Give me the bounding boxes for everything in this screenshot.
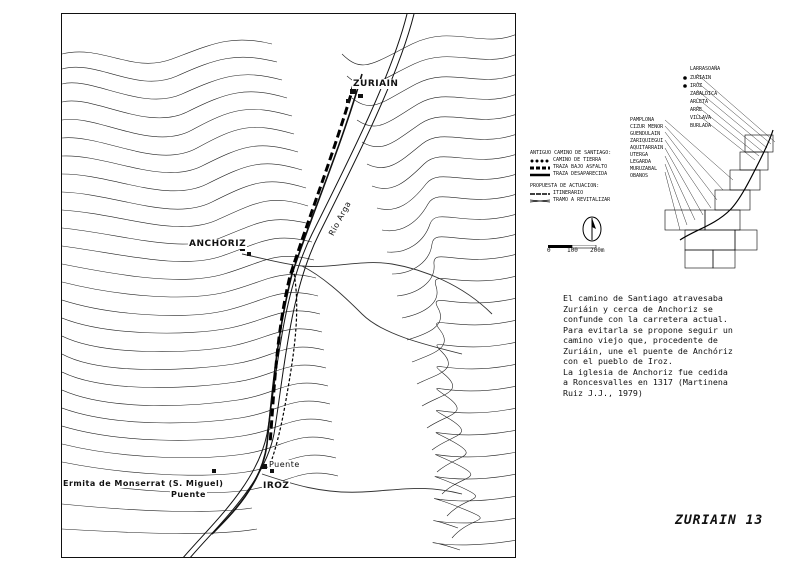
index-label: BURLADA bbox=[690, 123, 712, 129]
index-label: OBANOS bbox=[630, 173, 649, 179]
scale-label: 100 bbox=[567, 247, 578, 254]
route-index-diagram bbox=[625, 60, 785, 275]
legend-proposal-heading: PROPUESTA DE ACTUACION: bbox=[530, 183, 600, 189]
river-label: Río Arga bbox=[327, 199, 353, 238]
description-paragraph: El camino de Santiago atravesaba Zuriáin y cerca de Anchoriz se confunde con la carretera actual. Para evitarla se propone seguir un camino viejo que, procedente de Zuriáin, une el puente de Anchóriz con el pueblo de Iroz. bbox=[563, 293, 733, 366]
scale-bar bbox=[547, 245, 605, 254]
index-label: GUENDULAIN bbox=[630, 131, 661, 137]
index-label: CIZUR MENOR bbox=[630, 124, 664, 130]
index-label: ARRE bbox=[690, 107, 703, 113]
index-label: UTERGA bbox=[630, 152, 649, 158]
place-puente-right: Puente bbox=[269, 460, 300, 469]
thick-line-icon bbox=[530, 173, 550, 177]
index-label: LEGARDA bbox=[630, 159, 652, 165]
index-label: ZURIAIN bbox=[690, 75, 712, 81]
index-label: ZABALDICA bbox=[690, 91, 718, 97]
place-zuriain: ZURIAIN bbox=[353, 79, 399, 89]
legend-label: TRAZA DESAPARECIDA bbox=[553, 171, 608, 177]
topographic-map bbox=[61, 13, 516, 558]
place-iroz: IROZ bbox=[263, 481, 290, 491]
legend-label: TRAMO A REVITALIZAR bbox=[553, 197, 611, 203]
place-anchoriz: ANCHORIZ bbox=[189, 239, 247, 249]
legend-label: TRAZA BAJO ASFALTO bbox=[553, 164, 608, 170]
dotted-line-icon bbox=[530, 159, 550, 163]
contour-lines bbox=[62, 14, 516, 558]
index-label: MURUZABAL bbox=[630, 166, 658, 172]
north-arrow-icon bbox=[580, 215, 604, 243]
description-text bbox=[563, 293, 733, 398]
index-label: LARRASOAÑA bbox=[690, 66, 721, 72]
itinerary-line-icon bbox=[530, 192, 550, 196]
description-paragraph: La iglesia de Anchoriz fue cedida a Roncesvalles en 1317 (Martinena Ruiz J.J., 1979) bbox=[563, 366, 728, 398]
page-label: ZURIAIN 13 bbox=[675, 513, 764, 528]
scale-label: 200m bbox=[590, 247, 605, 254]
index-label: IROZ bbox=[690, 83, 703, 89]
place-puente-left: Puente bbox=[171, 490, 206, 499]
dashed-line-icon bbox=[530, 166, 550, 170]
legend-heading: ANTIGUO CAMINO DE SANTIAGO: bbox=[530, 150, 612, 156]
legend-label: CAMINO DE TIERRA bbox=[553, 157, 602, 163]
index-label: ZARIQUIEGUI bbox=[630, 138, 664, 144]
revitalize-line-icon bbox=[530, 199, 550, 203]
index-label: AQUITARRAIN bbox=[630, 145, 664, 151]
index-label: VILLAVA bbox=[690, 115, 712, 121]
scale-label: 0 bbox=[547, 247, 551, 254]
index-label: PAMPLONA bbox=[630, 117, 655, 123]
legend-label: ITINERARIO bbox=[553, 190, 584, 196]
place-ermita: Ermita de Monserrat (S. Miguel) bbox=[63, 479, 224, 488]
index-label: ARLETA bbox=[690, 99, 709, 105]
